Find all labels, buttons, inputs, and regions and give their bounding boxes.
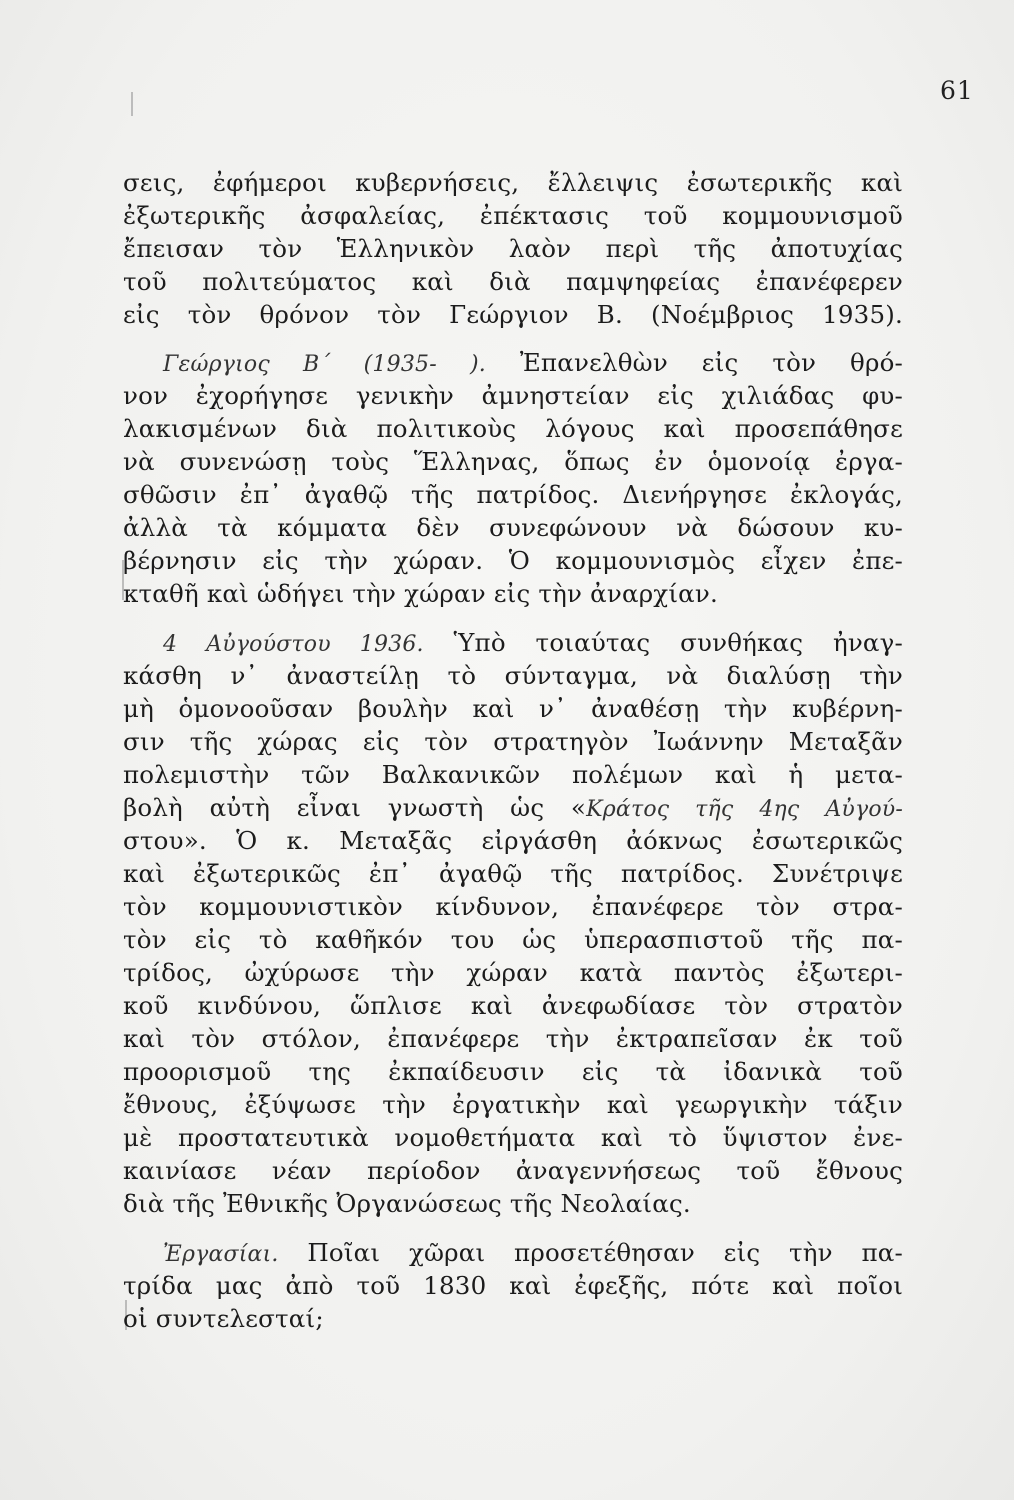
section-first-line bbox=[163, 1236, 903, 1270]
text-line: εἰς τὸν θρόνον τὸν Γεώργιον Β. (Νοέμβριος 1935). bbox=[123, 300, 903, 329]
text-run: Ὑπὸ τοιαύτας συνθήκας ἠναγ- bbox=[423, 628, 904, 657]
text-line: μὴ ὁμονοοῦσαν βουλὴν καὶ ν᾿ ἀναθέσῃ τὴν κυβέρνη- bbox=[123, 694, 903, 723]
section-heading-exercises: Ἐργασίαι. bbox=[163, 1242, 279, 1267]
text-run: Ἐπανελθὼν εἰς τὸν θρό- bbox=[485, 348, 903, 377]
paper-blemish bbox=[131, 92, 133, 116]
text-line bbox=[123, 791, 903, 825]
text-line: τρίδα μας ἀπὸ τοῦ 1830 καὶ ἐφεξῆς, πότε καὶ ποῖοι bbox=[123, 1271, 903, 1300]
text-line: καὶ τὸν στόλον, ἐπανέφερε τὴν ἐκτραπεῖσαν ἐκ τοῦ bbox=[123, 1024, 903, 1053]
text-line: διὰ τῆς Ἐθνικῆς Ὀργανώσεως τῆς Νεολαίας. bbox=[123, 1189, 691, 1218]
text-line: τρίδος, ὠχύρωσε τὴν χώραν κατὰ παντὸς ἐξωτερι- bbox=[123, 958, 903, 987]
text-line: βέρνησιν εἰς τὴν χώραν. Ὁ κομμουνισμὸς εἶχεν ἐπε- bbox=[123, 546, 903, 575]
text-line: ἔπεισαν τὸν Ἑλληνικὸν λαὸν περὶ τῆς ἀποτυχίας bbox=[123, 234, 903, 263]
text-line: καινίασε νέαν περίοδον ἀναγεννήσεως τοῦ ἔθνους bbox=[123, 1156, 903, 1185]
section-heading-georgios: Γεώργιος Β΄ (1935- ). bbox=[163, 352, 486, 377]
text-line: κοῦ κινδύνου, ὥπλισε καὶ ἀνεφωδίασε τὸν στρατὸν bbox=[123, 991, 903, 1020]
text-line: τὸν κομμουνιστικὸν κίνδυνον, ἐπανέφερε τὸν στρα- bbox=[123, 892, 903, 921]
text-line: ἔθνους, ἐξύψωσε τὴν ἐργατικὴν καὶ γεωργικὴν τάξιν bbox=[123, 1090, 903, 1119]
text-line: καὶ ἐξωτερικῶς ἐπ᾿ ἀγαθῷ τῆς πατρίδος. Συνέτριψε bbox=[123, 859, 903, 888]
text-line: σθῶσιν ἐπ᾿ ἀγαθῷ τῆς πατρίδος. Διενήργησε ἐκλογάς, bbox=[123, 480, 903, 509]
section-first-line bbox=[163, 346, 903, 380]
section-heading-august: 4 Αὐγούστου 1936. bbox=[163, 632, 424, 657]
text-line: νὰ συνενώσῃ τοὺς Ἕλληνας, ὅπως ἐν ὁμονοίᾳ ἐργα- bbox=[123, 447, 903, 476]
text-line: κάσθη ν᾿ ἀναστείλῃ τὸ σύνταγμα, νὰ διαλύσῃ τὴν bbox=[123, 661, 903, 690]
text-line: μὲ προστατευτικὰ νομοθετήματα καὶ τὸ ὕψιστον ἐνε- bbox=[123, 1123, 903, 1152]
text-line: σιν τῆς χώρας εἰς τὸν στρατηγὸν Ἰωάννην Μεταξᾶν bbox=[123, 727, 903, 756]
text-line: κταθῆ καὶ ὡδήγει τὴν χώραν εἰς τὴν ἀναρχίαν. bbox=[123, 579, 718, 608]
text-line: τοῦ πολιτεύματος καὶ διὰ παμψηφείας ἐπανέφερεν bbox=[123, 267, 903, 296]
text-line: ἐξωτερικῆς ἀσφαλείας, ἐπέκτασις τοῦ κομμουνισμοῦ bbox=[123, 201, 903, 230]
page-number: 61 bbox=[940, 76, 974, 105]
text-line: τὸν εἰς τὸ καθῆκόν του ὡς ὑπερασπιστοῦ τῆς πα- bbox=[123, 925, 903, 954]
regime-name: Κράτος τῆς 4ης Αὐγού- bbox=[586, 797, 903, 822]
text-line: προορισμοῦ της ἐκπαίδευσιν εἰς τὰ ἰδανικὰ τοῦ bbox=[123, 1057, 903, 1086]
text-line: στου». Ὁ κ. Μεταξᾶς εἰργάσθη ἀόκνως ἐσωτερικῶς bbox=[123, 826, 903, 855]
text-line: οἱ συντελεσταί; bbox=[123, 1304, 324, 1333]
text-run: Ποῖαι χῶραι προσετέθησαν εἰς τὴν πα- bbox=[278, 1238, 903, 1267]
text-line: ἀλλὰ τὰ κόμματα δὲν συνεφώνουν νὰ δώσουν κυ- bbox=[123, 513, 903, 542]
section-first-line bbox=[163, 626, 903, 660]
text-line: λακισμένων διὰ πολιτικοὺς λόγους καὶ προσεπάθησε bbox=[123, 414, 903, 443]
text-line: νον ἐχορήγησε γενικὴν ἀμνηστείαν εἰς χιλιάδας φυ- bbox=[123, 381, 903, 410]
text-run: βολὴ αὐτὴ εἶναι γνωστὴ ὡς « bbox=[123, 793, 587, 822]
text-line: πολεμιστὴν τῶν Βαλκανικῶν πολέμων καὶ ἡ μετα- bbox=[123, 760, 903, 789]
text-line: σεις, ἐφήμεροι κυβερνήσεις, ἔλλειψις ἐσωτερικῆς καὶ bbox=[123, 168, 903, 197]
